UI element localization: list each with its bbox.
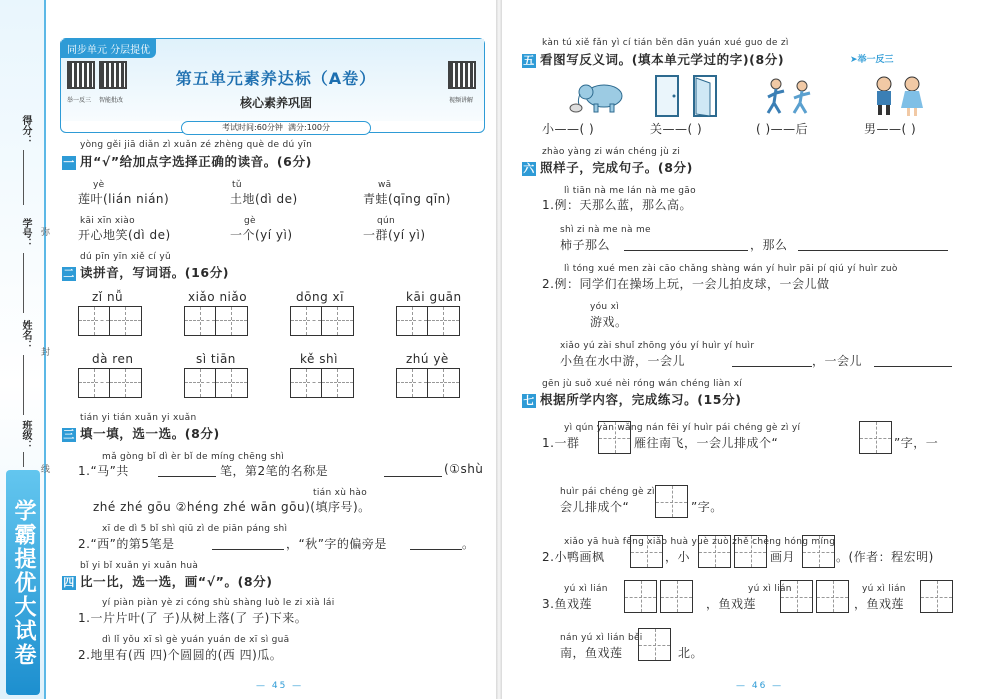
question-text: 画月 xyxy=(770,550,796,564)
answer-blank[interactable] xyxy=(624,250,748,251)
choice-question[interactable]: 1.一片片叶(了 子)从树上落(了 子)下来。 xyxy=(78,611,308,625)
pinyin: tǔ xyxy=(232,180,242,190)
reading-choice[interactable]: 青蛙(qīng qīn) xyxy=(363,192,451,206)
section-title: 比一比，选一选，画“√”。(8分) xyxy=(80,574,273,589)
page-number: — 45 — xyxy=(256,681,304,691)
qr-code-icon[interactable] xyxy=(67,61,95,89)
word-pinyin: zhú yè xyxy=(406,352,449,366)
question-text: 1.一群 xyxy=(542,436,580,450)
pinyin: huìr pái chéng gè zì xyxy=(560,487,655,497)
section-title: 根据所学内容，完成练习。(15分) xyxy=(540,392,742,407)
section-2-heading xyxy=(62,263,229,281)
section-3-heading xyxy=(62,424,220,442)
name-line xyxy=(23,355,24,415)
writing-grid[interactable] xyxy=(184,306,248,336)
pinyin: nán yú xì lián běi xyxy=(560,633,643,643)
question-text: 北。 xyxy=(678,646,704,660)
exam-time: 考试时间:60分钟 xyxy=(222,123,283,132)
pinyin: gè xyxy=(244,216,256,226)
question-text: 2.小鸭画枫 xyxy=(542,550,605,564)
pinyin: yú xì lián xyxy=(862,584,906,594)
class-line xyxy=(23,452,24,467)
writing-grid[interactable] xyxy=(396,368,460,398)
pinyin: lì tóng xué men zài cāo chǎng shàng wán yí huìr pāi pí qiú yí huìr zuò xyxy=(564,264,898,274)
section-title: 看图写反义词。(填本单元学过的字)(8分) xyxy=(540,52,785,67)
pinyin: kāi xīn xiào xyxy=(80,216,135,226)
page-title: 第五单元素养达标（A卷） xyxy=(175,69,377,88)
pinyin: yú xì lián xyxy=(748,584,792,594)
section-6-heading xyxy=(522,158,693,176)
word-pinyin: kāi guān xyxy=(406,290,462,304)
boy-girl-picture xyxy=(866,74,930,118)
writing-grid[interactable] xyxy=(78,368,142,398)
reading-choice[interactable]: 开心地笑(dì de) xyxy=(78,228,171,242)
pinyin: yóu xì xyxy=(590,302,620,312)
section-title: 用“√”给加点字选择正确的读音。(6分) xyxy=(80,154,312,169)
binding-char-mi: 弥 xyxy=(41,228,51,238)
pinyin: shì zi nà me nà me xyxy=(560,225,651,235)
pinyin: tián xù hào xyxy=(313,488,368,498)
answer-blank[interactable] xyxy=(410,549,462,550)
section-number: 三 xyxy=(63,427,75,441)
question-text: 会儿排成个“ xyxy=(560,500,630,514)
section-1-heading xyxy=(62,152,312,170)
pinyin: xī de dì 5 bǐ shì qiū zì de piān páng shì xyxy=(102,524,288,534)
pinyin: gēn jù suǒ xué nèi róng wán chéng liàn xí xyxy=(542,379,743,389)
char-box[interactable] xyxy=(655,485,688,518)
reading-choice[interactable]: 土地(dì de) xyxy=(230,192,298,206)
char-box[interactable] xyxy=(630,535,663,568)
word-pinyin: dōng xī xyxy=(296,290,344,304)
left-page xyxy=(0,0,496,699)
qr-caption: 智能批改 xyxy=(99,97,124,104)
pinyin: bǐ yi bǐ xuǎn yi xuǎn huà xyxy=(80,561,199,571)
section-number: 六 xyxy=(523,161,535,175)
word-pinyin: xiǎo niǎo xyxy=(188,290,248,304)
question-text: ，一会儿 xyxy=(812,354,863,368)
answer-blank[interactable] xyxy=(732,366,812,367)
question-text: 3.鱼戏莲 xyxy=(542,597,592,611)
example-sentence: 游戏。 xyxy=(590,315,628,329)
word-pinyin: zǐ nǚ xyxy=(92,290,124,304)
class-field: 班级： xyxy=(20,420,31,450)
writing-grid[interactable] xyxy=(290,368,354,398)
pinyin: yè xyxy=(93,180,105,190)
section-title: 填一填，选一选。(8分) xyxy=(80,426,220,441)
exam-info xyxy=(181,121,371,135)
question-text: 。 xyxy=(462,537,475,551)
char-box[interactable] xyxy=(638,628,671,661)
kids-running-picture xyxy=(758,76,824,118)
writing-grid[interactable] xyxy=(78,306,142,336)
section-number: 一 xyxy=(63,155,75,169)
antonym-answer[interactable]: 男——( ) xyxy=(864,122,917,136)
section-number: 二 xyxy=(63,266,75,280)
question-text: 笔，第2笔的名称是 xyxy=(220,464,329,478)
pinyin: lì tiān nà me lán nà me gāo xyxy=(564,186,696,196)
char-box[interactable] xyxy=(660,580,693,613)
char-box[interactable] xyxy=(624,580,657,613)
question-text: ，小 xyxy=(665,550,691,564)
question-text: 小鱼在水中游，一会儿 xyxy=(560,354,686,368)
section-title: 照样子，完成句子。(8分) xyxy=(540,160,693,175)
question-text: 雁往南飞，一会儿排成个“ xyxy=(634,436,779,450)
section-7-heading xyxy=(522,390,742,408)
section-number: 七 xyxy=(523,393,535,407)
student-no-line xyxy=(23,253,24,313)
answer-blank[interactable] xyxy=(384,476,442,477)
question-text: ，鱼戏莲 xyxy=(854,597,905,611)
antonym-answer[interactable]: ( )——后 xyxy=(756,122,809,136)
answer-blank[interactable] xyxy=(874,366,952,367)
reading-choice[interactable]: 一群(yí yì) xyxy=(363,228,426,242)
pinyin: xiǎo yú zài shuǐ zhōng yóu yí huìr yí huìr xyxy=(560,341,755,351)
pinyin: dì lǐ yǒu xī sì gè yuán yuán de xī sì guā xyxy=(102,635,290,645)
score-field: 得分： xyxy=(20,115,31,145)
question-text: 。(作者：程宏明) xyxy=(836,550,934,564)
reading-choice[interactable]: 莲叶(lián nián) xyxy=(78,192,170,206)
pinyin: wā xyxy=(378,180,392,190)
pinyin: qún xyxy=(377,216,396,226)
practice-badge[interactable]: ➤举一反三 xyxy=(850,55,894,65)
student-no-field: 学号： xyxy=(20,218,31,248)
name-field: 姓名： xyxy=(20,320,31,350)
section-number: 五 xyxy=(523,53,535,67)
char-box[interactable] xyxy=(816,580,849,613)
char-box[interactable] xyxy=(698,535,731,568)
writing-grid[interactable] xyxy=(396,306,460,336)
question-text: 柿子那么 xyxy=(560,238,611,252)
pinyin: kàn tú xiě fǎn yì cí tián běn dān yuán xué guo de zì xyxy=(542,38,789,48)
word-pinyin: kě shì xyxy=(300,352,338,366)
pinyin: mǎ gòng bǐ dì èr bǐ de míng chēng shì xyxy=(102,452,285,462)
question-text: ，鱼戏莲 xyxy=(706,597,757,611)
antonym-answer[interactable]: 关——( ) xyxy=(650,122,703,136)
page-number: — 46 — xyxy=(736,681,784,691)
example-sentence: 2.例：同学们在操场上玩，一会儿拍皮球，一会儿做 xyxy=(542,277,830,291)
reading-choice[interactable]: 一个(yí yì) xyxy=(230,228,293,242)
choice-question[interactable]: 2.地里有(西 四)个圆圆的(西 四)瓜。 xyxy=(78,648,283,662)
pinyin: xiǎo yā huà fēng xiǎo huà yuè zuò zhě chéng hóng míng xyxy=(564,537,836,547)
question-text: zhé zhé gōu ②héng zhé wān gōu)(填序号)。 xyxy=(93,500,371,514)
pinyin: yí piàn piàn yè zi cóng shù shàng luò le zi xià lái xyxy=(102,598,335,608)
pinyin: yú xì lián xyxy=(564,584,608,594)
answer-blank[interactable] xyxy=(798,250,948,251)
score-line xyxy=(23,150,24,205)
example-sentence: 1.例：天那么蓝，那么高。 xyxy=(542,198,692,212)
pinyin: zhào yàng zi wán chéng jù zi xyxy=(542,147,681,157)
unit-banner xyxy=(60,38,485,133)
question-text: 2.“西”的第5笔是 xyxy=(78,537,175,551)
answer-blank[interactable] xyxy=(212,549,284,550)
char-box[interactable] xyxy=(859,421,892,454)
section-number: 四 xyxy=(63,575,75,589)
section-5-heading xyxy=(522,50,784,68)
pinyin: yòng gěi jiā diǎn zì xuǎn zé zhèng què de dú yīn xyxy=(80,140,313,150)
char-box[interactable] xyxy=(802,535,835,568)
pinyin: dú pīn yīn xiě cí yǔ xyxy=(80,252,172,262)
qr-caption: 举一反三 xyxy=(67,97,92,104)
doors-picture xyxy=(652,74,726,118)
pinyin: tián yi tián xuǎn yi xuǎn xyxy=(80,413,197,423)
qr-code-icon[interactable] xyxy=(448,61,476,89)
word-pinyin: sì tiān xyxy=(196,352,236,366)
unit-tag: 同步单元 分层提优 xyxy=(61,39,156,58)
brand-logo: 学霸提优大试卷 xyxy=(6,470,40,695)
antonym-answer[interactable]: 小——( ) xyxy=(542,122,595,136)
right-page xyxy=(502,0,1000,699)
question-text: ，“秋”字的偏旁是 xyxy=(286,537,387,551)
page-subtitle: 核心素养巩固 xyxy=(239,96,312,110)
question-text: 1.“马”共 xyxy=(78,464,129,478)
binding-char-xian: 线 xyxy=(41,465,51,475)
writing-grid[interactable] xyxy=(184,368,248,398)
question-text: ”字。 xyxy=(691,500,723,514)
animals-picture xyxy=(568,78,628,114)
question-text: ”字，一 xyxy=(894,436,939,450)
char-box[interactable] xyxy=(734,535,767,568)
word-pinyin: dà ren xyxy=(92,352,134,366)
question-text: 南，鱼戏莲 xyxy=(560,646,623,660)
section-4-heading xyxy=(62,572,273,590)
writing-grid[interactable] xyxy=(290,306,354,336)
qr-caption: 视频讲解 xyxy=(449,97,474,104)
char-box[interactable] xyxy=(780,580,813,613)
char-box[interactable] xyxy=(920,580,953,613)
question-text: ，那么 xyxy=(750,238,788,252)
answer-blank[interactable] xyxy=(158,476,216,477)
pinyin: yì qún yàn wǎng nán fēi yí huìr pái chéng gè zì yí xyxy=(564,423,801,433)
exam-score: 满分:100分 xyxy=(288,123,330,132)
qr-code-icon[interactable] xyxy=(99,61,127,89)
section-title: 读拼音，写词语。(16分) xyxy=(80,265,230,280)
question-text: (①shù xyxy=(444,462,484,476)
binding-char-feng: 封 xyxy=(41,348,51,358)
char-box[interactable] xyxy=(598,421,631,454)
